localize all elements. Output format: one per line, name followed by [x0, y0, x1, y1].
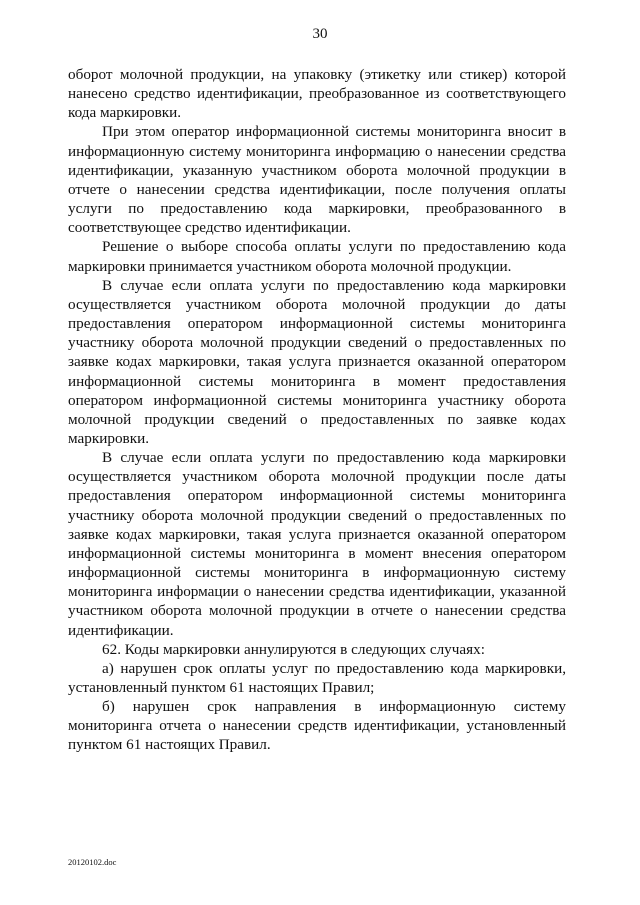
document-body — [68, 65, 566, 755]
paragraph-operator-entry: При этом оператор информационной системы мониторинга вносит в информационную систему мониторинга информацию о нанесении средства идентификации, указанную участником оборота молочной продукции в отчете о нанесении средства идентификации, после получения оплаты услуги по предоставлению кода маркировки, преобразованного в соответствующее средство идентификации. — [68, 123, 566, 237]
paragraph-continuation: оборот молочной продукции, на упаковку (этикетку или стикер) которой нанесено средство идентификации, преобразованное из соответствующего кода маркировки. — [68, 66, 566, 122]
list-item-a: а) нарушен срок оплаты услуг по предоставлению кода маркировки, установленный пунктом 61 настоящих Правил; — [68, 659, 566, 696]
file-name-footer: 20120102.doc — [68, 857, 117, 867]
list-item-b: б) нарушен срок направления в информационную систему мониторинга отчета о нанесении средств идентификации, установленный пунктом 61 настоящих Правил. — [68, 698, 566, 754]
paragraph-payment-after: В случае если оплата услуги по предоставлению кода маркировки осуществляется участником оборота молочной продукции после даты предоставления оператором информационной системы мониторинга участнику оборота молочной продукции сведений о предоставленных по заявке кодах маркировки, такая услуга признается оказанной оператором информационной системы мониторинга в момент внесения оператором информационной системы мониторинга в информационную систему мониторинга информации о нанесении средства идентификации, указанной участником оборота молочной продукции в отчете о нанесении средства идентификации. — [68, 449, 566, 639]
paragraph-payment-before: В случае если оплата услуги по предоставлению кода маркировки осуществляется участником оборота молочной продукции до даты предоставления оператором информационной системы мониторинга участнику оборота молочной продукции сведений о предоставленных по заявке кодах маркировки, такая услуга признается оказанной оператором информационной системы мониторинга в момент предоставления оператором информационной системы мониторинга участнику оборота молочной продукции сведений о предоставленных по заявке кодах маркировки. — [68, 276, 566, 447]
page-number: 30 — [312, 26, 328, 42]
paragraph-62-heading: 62. Коды маркировки аннулируются в следующих случаях: — [102, 640, 485, 658]
paragraph-payment-choice: Решение о выборе способа оплаты услуги по предоставлению кода маркировки принимается участником оборота молочной продукции. — [68, 238, 566, 275]
